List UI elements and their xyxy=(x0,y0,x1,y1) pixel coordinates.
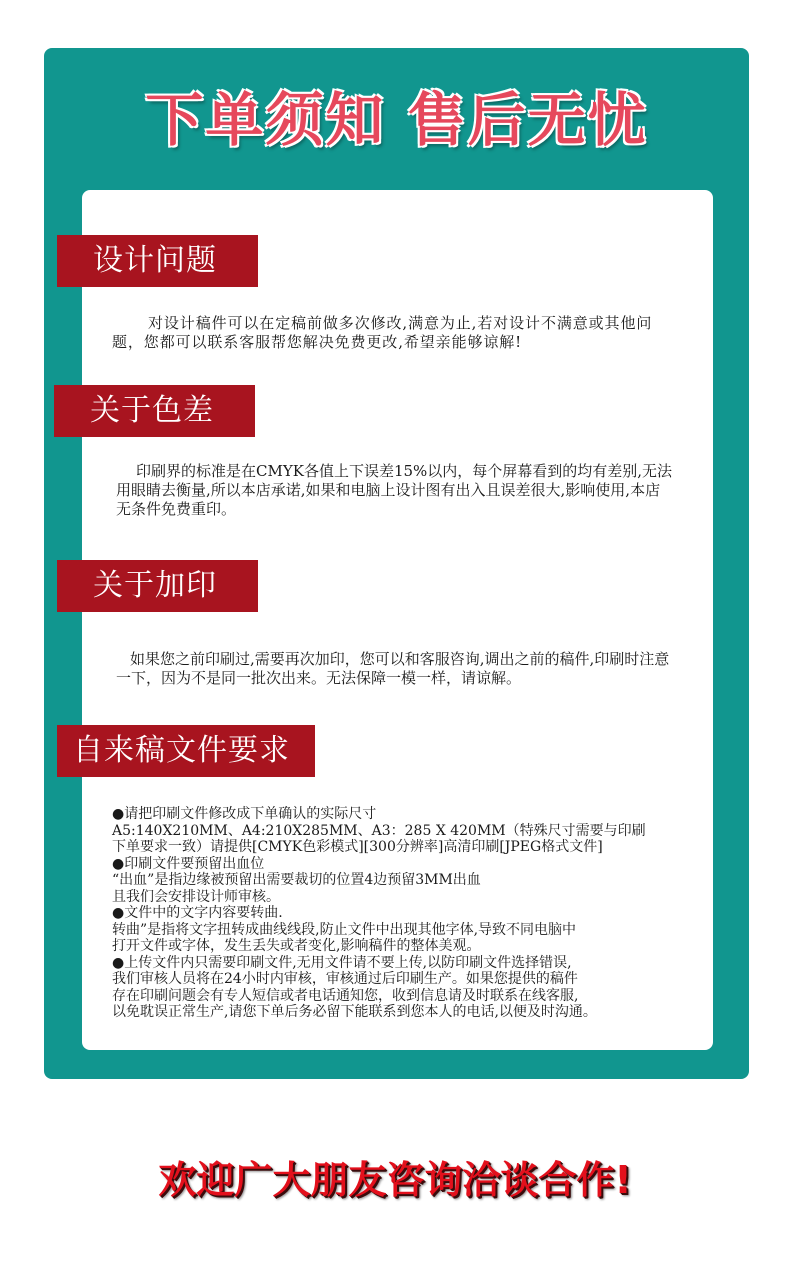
list-item: ●印刷文件要预留出血位 xyxy=(112,855,265,872)
section-text-design: 对设计稿件可以在定稿前做多次修改,满意为止,若对设计不满意或其他问题，您都可以联系客服帮您解决免费更改,希望亲能够谅解! xyxy=(112,314,653,351)
section-label-color: 关于色差 xyxy=(54,385,255,437)
list-item: 以免耽误正常生产,请您下单后务必留下能联系到您本人的电话,以便及时沟通。 xyxy=(112,1004,597,1020)
list-item: ●请把印刷文件修改成下单确认的实际尺寸 xyxy=(112,806,377,822)
section-text-reprint: 如果您之前印刷过,需要再次加印，您可以和客服咨询,调出之前的稿件,印刷时注意一下，因为不是同一批次出来。无法保障一模一样，请谅解。 xyxy=(116,650,670,687)
list-item: A5:140X210MM、A4:210X285MM、A3：285 X 420MM（特殊尺寸需要与印刷 xyxy=(112,822,646,839)
section-label-file-requirements: 自来稿文件要求 xyxy=(57,725,315,777)
requirements-list xyxy=(112,806,702,1021)
list-item: 我们审核人员将在24小时内审核，审核通过后印刷生产。如果您提供的稿件 xyxy=(112,971,578,987)
list-item: “出血”是指边缘被预留出需要裁切的位置4边预留3MM出血 xyxy=(112,872,481,888)
list-item: 存在印刷问题会有专人短信或者电话通知您，收到信息请及时联系在线客服, xyxy=(112,987,579,1004)
list-item: 下单要求一致）请提供[CMYK色彩模式][300分辨率]高清印刷[JPEG格式文件] xyxy=(112,839,603,855)
list-item: ●文件中的文字内容要转曲. xyxy=(112,905,283,921)
footer-slogan: 欢迎广大朋友咨询洽谈合作! xyxy=(158,1158,632,1202)
section-label-reprint: 关于加印 xyxy=(57,560,258,612)
list-item: 转曲”是指将文字扭转成曲线线段,防止文件中出现其他字体,导致不同电脑中 xyxy=(112,921,577,938)
section-label-design: 设计问题 xyxy=(57,235,258,287)
list-item: 且我们会安排设计师审核。 xyxy=(112,888,280,905)
page-title: 下单须知 售后无忧 xyxy=(145,86,648,154)
list-item: 打开文件或字体，发生丢失或者变化,影响稿件的整体美观。 xyxy=(112,938,481,954)
list-item: ●上传文件内只需要印刷文件,无用文件请不要上传,以防印刷文件选择错误, xyxy=(112,954,572,971)
section-text-color: 印刷界的标准是在CMYK各值上下误差15%以内，每个屏幕看到的均有差别,无法用眼睛去衡量,所以本店承诺,如果和电脑上设计图有出入且误差很大,影响使用,本店无条件免费重印。 xyxy=(116,462,673,518)
